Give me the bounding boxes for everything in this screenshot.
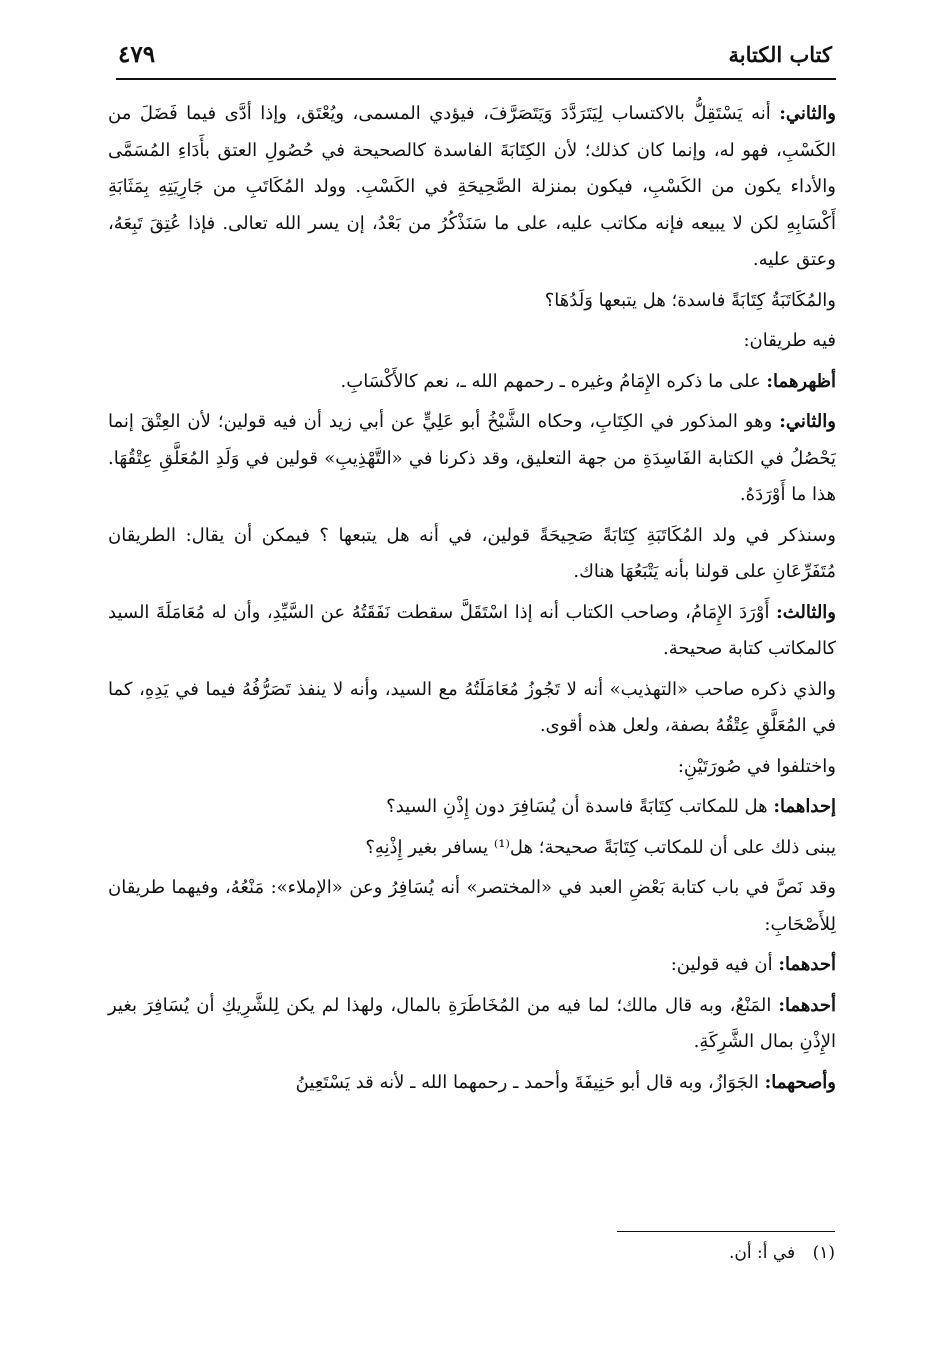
main-text — [108, 96, 836, 1105]
paragraph — [108, 595, 836, 668]
paragraph-lead: أظهرهما: — [766, 370, 836, 392]
paragraph — [108, 364, 836, 401]
paragraph-lead: إحداهما: — [773, 796, 836, 817]
paragraph-lead: والثالث: — [776, 601, 836, 623]
paragraph-text: على ما ذكره الإِمَامُ وغيره ـ رحمهم الله ـ، نعم كالأَكْسَابِ. — [340, 370, 767, 392]
paragraph — [108, 283, 836, 320]
paragraph-text: هل للمكاتب كِتَابَةً فاسدة أن يُسَافِرَ دون إِذْنِ السيد؟ — [386, 796, 774, 817]
page-number: ٤٧٩ — [118, 40, 156, 68]
paragraph — [108, 870, 836, 943]
header-rule — [116, 78, 836, 80]
paragraph — [108, 947, 836, 984]
paragraph-text: وسنذكر في ولد المُكَاتَبَةِ كِتَابَةً صَحِيحَةً قولين، في أنه هل يتبعها ؟ فيمكن أن يقال: الطريقان مُتَفَرِّعَانِ على قولنا بأنه يَتْبَعُهَا هناك. — [108, 524, 836, 582]
paragraph-lead: والثاني: — [779, 411, 836, 432]
paragraph-text: يبنى ذلك على أن للمكاتب كِتَابَةً صحيحة؛ هل⁽¹⁾ يسافر بغير إِذْنِهِ؟ — [365, 836, 836, 858]
paragraph — [108, 749, 836, 786]
paragraph — [108, 96, 836, 279]
paragraph — [108, 1065, 836, 1102]
paragraph-text: أن فيه قولين: — [670, 954, 779, 975]
paragraph-text: واختلفوا في صُورَتَيْنِ: — [677, 755, 836, 777]
paragraph-text: والذي ذكره صاحب «التهذيب» أنه لا تَجُوزُ مُعَامَلَتُهُ مع السيد، وأنه لا ينفذ تَصَرُّفُهُ فيما في يَدِهِ، كما في المُعَلَّقِ عِتْقُهُ بصفة، ولعل هذه أقوى. — [108, 678, 836, 736]
paragraph-lead: وأصحهما: — [764, 1071, 836, 1093]
running-title: كتاب الكتابة — [728, 41, 832, 67]
paragraph-text: أَوْرَدَ الإِمَامُ، وصاحب الكتاب أنه إذا اسْتَقَلَّ سقطت نَفَقَتُهُ عن السَّيِّدِ، وأن له مُعَامَلَةَ السيد كالمكاتب كتابة صحيحة. — [108, 601, 836, 659]
footnote-mark: (١) — [812, 1243, 835, 1263]
paragraph-text: المَنْعُ، وبه قال مالك؛ لما فيه من المُخَاطَرَةِ بالمال، ولهذا لم يكن لِلشَّرِيكِ أن يُسَافِرَ بغير الإِذْنِ بمال الشَّرِكَةِ. — [108, 994, 836, 1052]
footnote — [500, 1240, 835, 1266]
paragraph-text: الجَوَازُ، وبه قال أبو حَنِيفَةَ وأحمد ـ رحمهما الله ـ لأنه قد يَسْتَعِينُ — [295, 1071, 765, 1093]
paragraph — [108, 323, 836, 360]
paragraph-text: أنه يَسْتَقِلُّ بالاكتساب لِيَتَرَدَّدَ وَيَتَصَرَّفَ، فيؤدي المسمى، ويُعْتَق، وإذا أدَّى فيما فَضَلَ من الكَسْبِ، فهو له، وإنما كان كذلك؛ لأن الكِتَابَةَ الفاسدة كالصحيحة في حُصُولِ العتق بأَدَاءِ المُسَمَّى والأداء يكون من الكَسْبِ، فيكون بمنزلة الصَّحِيحَةِ في الكَسْبِ. وولد المُكَاتَبِ من جَارِيَتِهِ بِمَثَابَةِ أَكْسَابِهِ لكن لا يبيعه فإنه مكاتب عليه، على ما سَنَذْكُرُ من بَعْدُ، إن يسر الله تعالى. فإذا عُتِقَ تَبِعَهُ، وعتق عليه. — [108, 103, 836, 270]
paragraph — [108, 404, 836, 514]
paragraph-lead: والثاني: — [779, 103, 836, 124]
paragraph-text: فيه طريقان: — [743, 330, 836, 351]
paragraph — [108, 789, 836, 826]
paragraph — [108, 518, 836, 591]
paragraph-text: وهو المذكور في الكِتَابِ، وحكاه الشَّيْخُ أبو عَلِيٍّ عن أبي زيد أن فيه قولين؛ لأن العِتْقَ إنما يَحْصُلُ في الكتابة الفَاسِدَةِ من جهة التعليق، وقد ذكرنا في «التَّهْذِيبِ» قولين في وَلَدِ المُعَلَّقِ عِتْقُهَا. هذا ما أَوْرَدَهُ. — [108, 411, 836, 505]
paragraph-text: وقد نَصَّ في باب كتابة بَعْضِ العبد في «المختصر» أنه يُسَافِرُ وعن «الإملاء»: مَنْعُهُ، وفيهما طريقان لِلأَصْحَابِ: — [108, 877, 836, 935]
page-header — [118, 34, 832, 74]
paragraph — [108, 672, 836, 745]
footnote-rule — [617, 1231, 835, 1232]
paragraph-text: والمُكَاتَبَةُ كِتَابَةً فاسدة؛ هل يتبعها وَلَدُهَا؟ — [544, 289, 836, 311]
paragraph — [108, 988, 836, 1061]
paragraph — [108, 830, 836, 867]
footnote-text: في أ: أن. — [729, 1243, 796, 1263]
paragraph-lead: أحدهما: — [778, 994, 836, 1016]
paragraph-lead: أحدهما: — [778, 954, 836, 975]
